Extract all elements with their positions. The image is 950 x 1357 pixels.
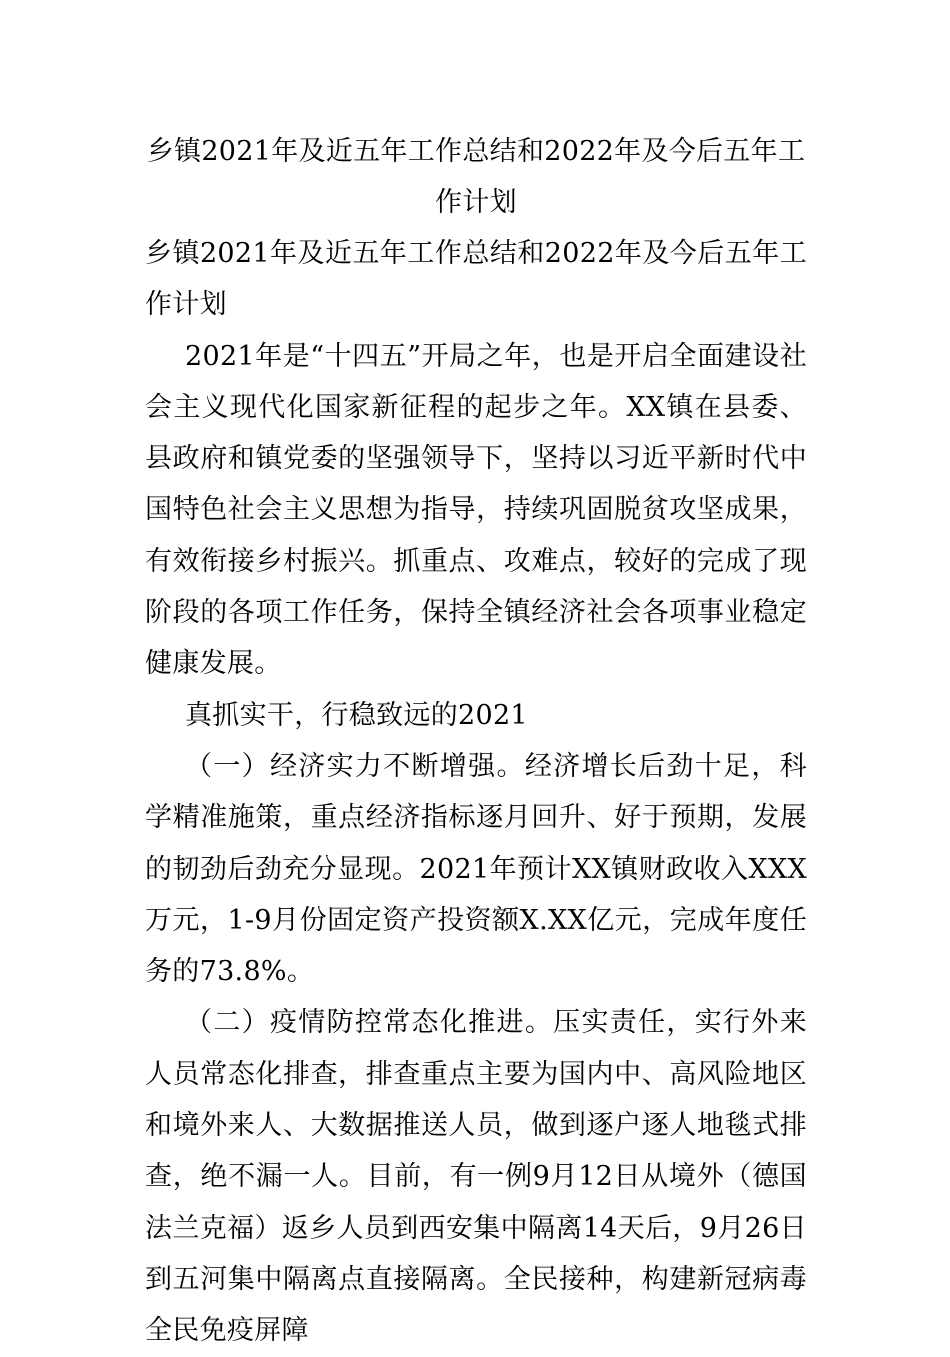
paragraph-intro: 2021年是“十四五”开局之年，也是开启全面建设社会主义现代化国家新征程的起步之年。XX镇在县委、县政府和镇党委的坚强领导下，坚持以习近平新时代中国特色社会主义思想为指导，持续巩固脱贫攻坚成果，有效衔接乡村振兴。抓重点、攻难点，较好的完成了现阶段的各项工作任务，保持全镇经济社会各项事业稳定健康发展。 [145, 340, 807, 680]
paragraph-epidemic: （二）疫情防控常态化推进。压实责任，实行外来人员常态化排查，排查重点主要为国内中、高风险地区和境外来人、大数据推送人员，做到逐户逐人地毯式排查，绝不漏一人。目前，有一例9月12日从境外（德国法兰克福）返乡人员到西安集中隔离14天后，9月26日到五河集中隔离点直接隔离。全民接种，构建新冠病毒全民免疫屏障 [145, 1007, 807, 1347]
document-title: 乡镇2021年及近五年工作总结和2022年及今后五年工作计划 [146, 136, 806, 219]
paragraph-economy: （一）经济实力不断增强。经济增长后劲十足，科学精准施策，重点经济指标逐月回升、好于预期，发展的韧劲后劲充分显现。2021年预计XX镇财政收入XXX万元，1-9月份固定资产投资额X.XX亿元，完成年度任务的73.8%。 [145, 750, 807, 988]
repeated-title: 乡镇2021年及近五年工作总结和2022年及今后五年工作计划 [145, 238, 807, 321]
section-heading: 真抓实干，行稳致远的2021 [185, 699, 528, 731]
document-body [145, 228, 807, 1357]
